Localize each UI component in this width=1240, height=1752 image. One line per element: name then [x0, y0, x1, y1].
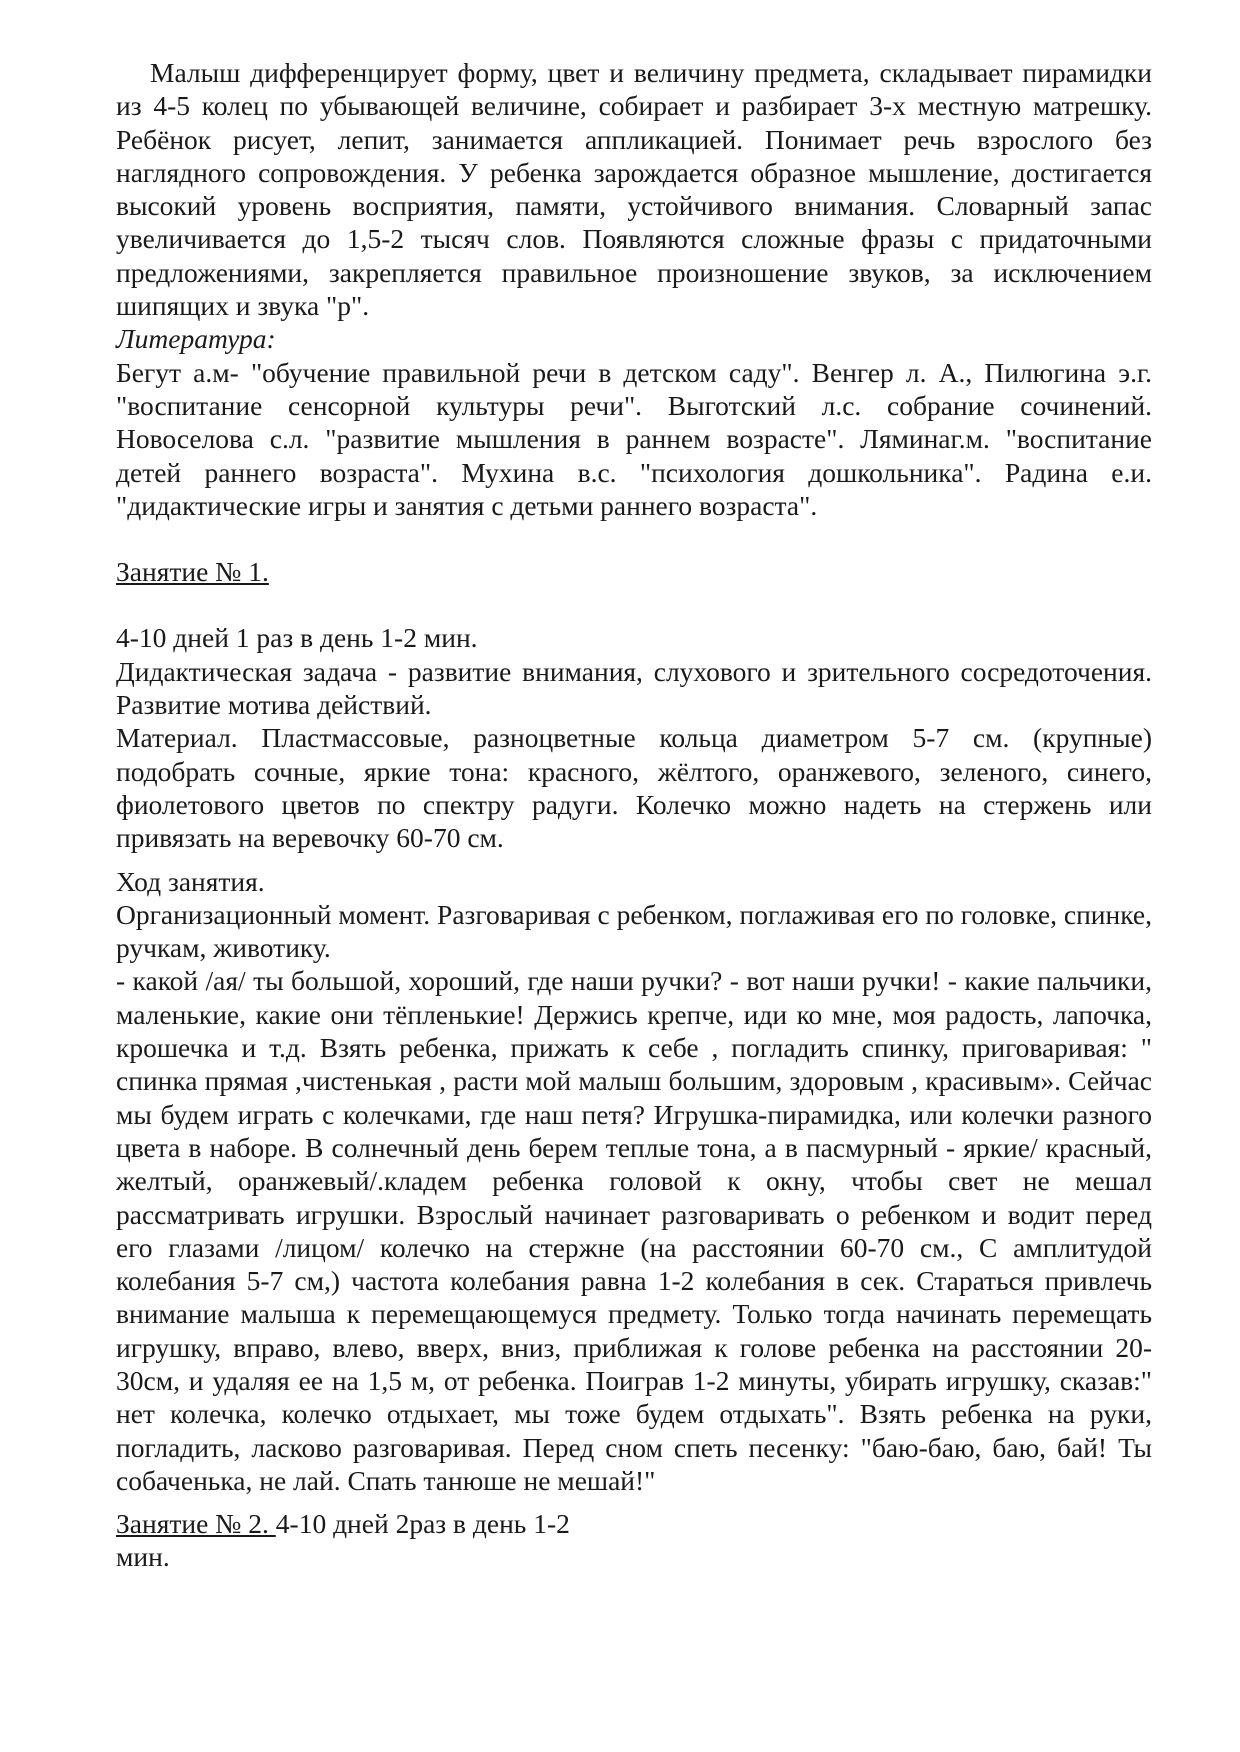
- lesson1-task: Дидактическая задача - развитие внимания, слухового и зрительного сосредоточения. Развитие мотива действий.: [116, 655, 1152, 721]
- lesson1-title: Занятие № 1.: [116, 556, 269, 588]
- literature-list: Бегут а.м- "обучение правильной речи в детском саду". Венгер л. А., Пилюгина э.г. "воспитание сенсорной культуры речи". Выготский л.с. собрание сочинений. Новоселова с.л. "развитие мышления в раннем возрасте". Ляминаг.м. "воспитание детей раннего возраста". Мухина в.с. "психология дошкольника". Радина е.и. "дидактические игры и занятия с детьми раннего возраста".: [116, 356, 1152, 521]
- lesson2-schedule: 4-10 дней 2раз в день 1-2: [275, 1508, 570, 1540]
- lesson1-course-heading: Ход занятия.: [116, 865, 265, 897]
- lesson1-body: - какой /ая/ ты большой, хороший, где наши ручки? - вот наши ручки! - какие пальчики, маленькие, какие они тёпленькие! Держись крепче, иди ко мне, моя радость, лапочка, крошечка и т.д. Взять ребенка, прижать к себе , погладить спинку, приговаривая: " спинка прямая ,чистенькая , расти мой малыш большим, здоровым , красивым». Сейчас мы будем играть с колечками, где наш петя? Игрушка-пирамидка, или колечки разного цвета в наборе. В солнечный день берем теплые тона, а в пасмурный - яркие/ красный, желтый, оранжевый/.кладем ребенка головой к окну, чтобы свет не мешал рассматривать игрушки. Взрослый начинает разговаривать о ребенком и водит перед его глазами /лицом/ колечко на стержне (на расстоянии 60-70 см., С амплитудой колебания 5-7 см,) частота колебания равна 1-2 колебания в сек. Стараться привлечь внимание малыша к перемещающемуся предмету. Только тогда начинать перемещать игрушку, вправо, влево, вверх, вниз, приближая к голове ребенка на расстоянии 20-30см, и удаляя ее на 1,5 м, от ребенка. Поиграв 1-2 минуты, убирать игрушку, сказав:" нет колечка, колечко отдыхает, мы тоже будем отдыхать". Взять ребенка на руки, погладить, ласково разговаривая. Перед сном спеть песенку: "баю-баю, баю, бай! Ты собаченька, не лай. Спать танюше не мешай!": [116, 965, 1152, 1496]
- lesson1-material: Материал. Пластмассовые, разноцветные кольца диаметром 5-7 см. (крупные) подобрать сочные, яркие тона: красного, жёлтого, оранжевого, зеленого, синего, фиолетового цветов по спектру радуги. Колечко можно надеть на стержень или привязать на веревочку 60-70 см.: [116, 722, 1152, 854]
- lesson2-header: [116, 1507, 1152, 1540]
- intro-paragraph: Малыш дифференцирует форму, цвет и величину предмета, складывает пирамидки из 4-5 колец по убывающей величине, собирает и разбирает 3-х местную матрешку. Ребёнок рисует, лепит, занимается аппликацией. Понимает речь взрослого без наглядного сопровождения. У ребенка зарождается образное мышление, достигается высокий уровень восприятия, памяти, устойчивого внимания. Словарный запас увеличивается до 1,5-2 тысяч слов. Появляются сложные фразы с придаточными предложениями, закрепляется правильное произношение звуков, за исключением шипящих и звука "р".: [116, 57, 1152, 322]
- lesson1-schedule: 4-10 дней 1 раз в день 1-2 мин.: [116, 622, 478, 654]
- literature-heading: Литература:: [116, 323, 276, 355]
- lesson2-schedule-cont: мин.: [116, 1541, 170, 1573]
- lesson1-org-moment: Организационный момент. Разговаривая с ребенком, поглаживая его по головке, спинке, ручкам, животику.: [116, 898, 1152, 964]
- lesson2-title: Занятие № 2.: [116, 1508, 276, 1540]
- document-page: [116, 56, 1152, 1574]
